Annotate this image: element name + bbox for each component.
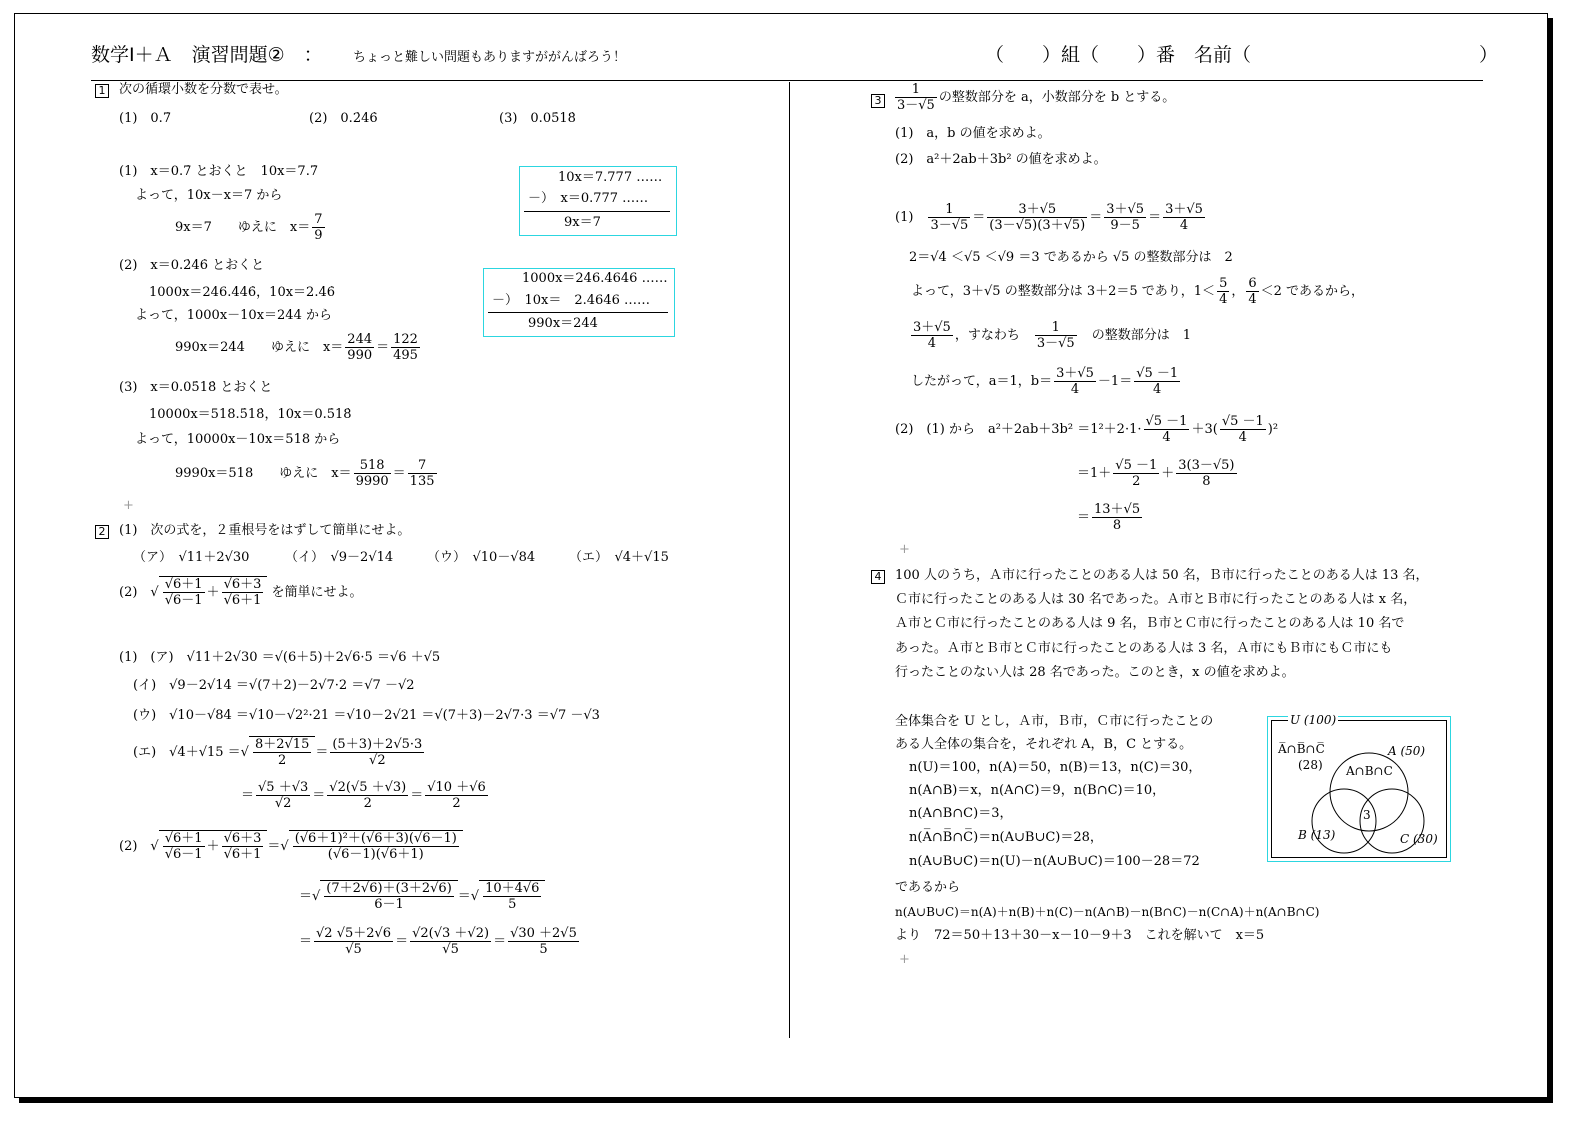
venn-label-complement-count: (28) <box>1298 758 1323 772</box>
worksheet-subtitle: ちょっと難しい問題もありますががんばろう！ <box>353 50 627 65</box>
question-text: 行ったことのない人は 28 名であった。このとき，x の値を求めよ。 <box>895 665 1295 680</box>
question-text: 100 人のうち，Ａ市に行ったことのある人は 50 名，Ｂ市に行ったことのある人は 13 名， <box>895 568 1429 583</box>
solution-line: ＝√ $\frac{(7+2√6)+(3+2√6)}{6-1}$ ＝√ $\frac{10+4√6}{5}$ <box>299 880 545 912</box>
solution-line: よって，1000x－10x＝244 から <box>135 308 332 323</box>
venn-label-complement: A̅∩B̅∩C̅ <box>1278 742 1325 756</box>
venn-center-count: 3 <box>1363 808 1371 822</box>
box-line: 9x＝7 <box>564 215 601 230</box>
name-field: （ ）組（ ）番 名前（ ） <box>985 44 1499 66</box>
solution-line: (2) (1) から a²＋2ab＋3b² ＝1²＋2·1· $\frac{√5 -1}{4}$ ＋3( $\frac{√5 -1}{4}$ )² <box>895 414 1279 445</box>
plus-mark: + <box>899 952 910 967</box>
solution-line: ある人全体の集合を，それぞれ A，B，C とする。 <box>895 737 1193 752</box>
subtraction-box <box>519 166 677 236</box>
solution-line: ＝ $\frac{13+√5}{8}$ <box>1077 502 1141 533</box>
solution-line: 990x＝244 ゆえに x＝ $\frac{244}{990}$ ＝ $\frac{122}{495}$ <box>175 332 418 363</box>
sub-question: （イ） √9－2√14 <box>285 550 394 565</box>
question-number: 4 <box>871 570 885 584</box>
sub-question: (2) √ $\frac{√6+1}{√6-1}$ ＋ $\frac{√6+3}{√6+1}$ を簡単にせよ。 <box>119 577 363 608</box>
box-line: 990x＝244 <box>528 316 598 331</box>
box-line: －） x＝0.777 …… <box>528 191 649 206</box>
solution-line: n(A∩B∩C)＝3， <box>909 806 1013 821</box>
solution-line: 10000x＝518.5̇18̇，10x＝0.5̇18̇ <box>149 407 352 422</box>
venn-label-u: U (100) <box>1290 713 1337 727</box>
worksheet-title: 数学Ⅰ＋Ａ 演習問題② ： <box>91 44 323 66</box>
box-line: 10x＝7.777 …… <box>558 170 663 185</box>
column-divider <box>789 82 790 1038</box>
solution-line: (3) x＝0.05̇18̇ とおくと <box>119 380 273 395</box>
sub-question: (1) 0.7̇ <box>119 111 172 126</box>
solution-line: n(A∩B)＝x，n(A∩C)＝9，n(B∩C)＝10， <box>909 783 1166 798</box>
question-prompt: (1) 次の式を，２重根号をはずして簡単にせよ。 <box>119 523 411 538</box>
sub-question: （エ） √4＋√15 <box>569 550 669 565</box>
solution-line: よって，10000x－10x＝518 から <box>135 432 341 447</box>
solution-line: よって，10x－x＝7 から <box>135 188 283 203</box>
solution-line: (1) x＝0.7̇ とおくと 10x＝7.7̇ <box>119 164 319 179</box>
box-line: －） 10x＝ 2.4646 …… <box>492 293 650 308</box>
box-rule <box>488 312 668 313</box>
solution-line: n(A̅∩B̅∩C̅)＝n(A∪B∪C)＝28， <box>909 830 1103 845</box>
solution-line: (2) x＝0.2̇46̇ とおくと <box>119 258 265 273</box>
solution-line: (1) $\frac{1}{3-√5}$ ＝ $\frac{3+√5}{(3-√5)(3+√5)}$ ＝ $\frac{3+√5}{9-5}$ ＝ $\frac{3+√5}{4}$ <box>895 202 1203 233</box>
question-text: Ａ市とＣ市に行ったことのある人は 9 名，Ｂ市とＣ市に行ったことのある人は 10 名で <box>895 616 1405 631</box>
solution-line: n(A∪B∪C)＝n(A)＋n(B)＋n(C)－n(A∩B)－n(B∩C)－n(C∩A)＋n(A∩B∩C) <box>895 905 1320 919</box>
plus-mark: + <box>899 542 910 557</box>
solution-line: ＝1＋ $\frac{√5 -1}{2}$ ＋ $\frac{3(3-√5)}{8}$ <box>1077 458 1235 489</box>
solution-line: (エ) √4＋√15 ＝√ $\frac{8+2√15}{2}$ ＝ $\frac{(5+3)+2√5\cdot 3}{√2}$ <box>133 737 423 768</box>
question-text: あった。Ａ市とＢ市とＣ市に行ったことのある人は 3 名，Ａ市にもＢ市にもＣ市にも <box>895 641 1393 656</box>
question-text: Ｃ市に行ったことのある人は 30 名であった。Ａ市とＢ市に行ったことのある人は x 名， <box>895 592 1417 607</box>
venn-label-abc: A∩B∩C <box>1346 764 1393 778</box>
solution-line: 9x＝7 ゆえに x＝ $\frac{7}{9}$ <box>175 212 323 243</box>
solution-line: (ウ) √10－√84 ＝√10－√2²·21 ＝√10－2√21 ＝√(7＋3)－2√7·3 ＝√7 －√3 <box>133 708 600 723</box>
solution-line: 全体集合を U とし，Ａ市，Ｂ市，Ｃ市に行ったことの <box>895 714 1214 729</box>
question-number: 3 <box>871 94 885 108</box>
subtraction-box <box>483 268 675 337</box>
solution-line: (1) (ア) √11＋2√30 ＝√(6＋5)＋2√6·5 ＝√6 ＋√5 <box>119 650 441 665</box>
sub-question: (2) a²＋2ab＋3b² の値を求めよ。 <box>895 152 1107 167</box>
question-number: 2 <box>95 525 109 539</box>
venn-label-c: C (30) <box>1400 832 1438 846</box>
solution-line: ＝ $\frac{√2 √5+2√6}{√5}$ ＝ $\frac{√2(√3 +√2)}{√5}$ ＝ $\frac{√30 +2√5}{5}$ <box>299 926 577 957</box>
plus-mark: + <box>123 498 134 513</box>
sub-question: （ウ） √10－√84 <box>427 550 536 565</box>
header-rule <box>91 80 1483 81</box>
solution-line: 1000x＝246.4̇46̇，10x＝2.4̇6̇ <box>149 285 335 300</box>
question-prompt: $\frac{1}{3-√5}$ の整数部分を a，小数部分を b とする。 <box>897 82 1176 113</box>
solution-line: であるから <box>895 880 961 895</box>
sub-question: (1) a，b の値を求めよ。 <box>895 126 1051 141</box>
solution-line: n(U)＝100，n(A)＝50，n(B)＝13，n(C)＝30， <box>909 760 1202 775</box>
sub-question: （ア） √11＋2√30 <box>133 550 250 565</box>
question-prompt: 次の循環小数を分数で表せ。 <box>119 82 288 97</box>
solution-line: n(A∪B∪C)＝n(U)－n(A∪B∪C)＝100－28＝72 <box>909 854 1200 869</box>
solution-line: $\frac{3+√5}{4}$ ，すなわち $\frac{1}{3-√5}$ の整数部分は 1 <box>913 320 1191 351</box>
solution-line: (2) √ $\frac{√6+1}{√6-1}$ ＋ $\frac{√6+3}{√6+1}$ ＝√ $\frac{\text{(√6＋1)²＋(√6＋3)(√6－1)}}{(√6-1)(√6+1)}$ <box>119 830 463 862</box>
solution-line: 9990x＝518 ゆえに x＝ $\frac{518}{9990}$ ＝ $\frac{7}{135}$ <box>175 458 435 489</box>
solution-line: よって，3＋√5 の整数部分は 3＋2＝5 であり，1＜ $\frac{5}{4}$ ， $\frac{6}{4}$ ＜2 であるから， <box>911 276 1365 307</box>
question-number: 1 <box>95 84 109 98</box>
box-line: 1000x＝246.4646 …… <box>522 271 668 286</box>
venn-label-b: B (13) <box>1298 828 1336 842</box>
solution-line: 2＝√4 ＜√5 ＜√9 ＝3 であるから √5 の整数部分は 2 <box>909 250 1233 265</box>
box-rule <box>524 211 670 212</box>
solution-line: より 72＝50＋13＋30－x－10－9＋3 これを解いて x＝5 <box>895 928 1265 943</box>
sub-question: (3) 0.05̇18̇ <box>499 111 576 126</box>
venn-diagram <box>1267 713 1451 862</box>
solution-line: ＝ $\frac{√5 +√3}{√2}$ ＝ $\frac{√2(√5 +√3)}{2}$ ＝ $\frac{√10 +√6}{2}$ <box>241 780 486 811</box>
solution-line: したがって，a＝1，b＝ $\frac{3+√5}{4}$ －1＝ $\frac{√5 -1}{4}$ <box>911 366 1179 397</box>
venn-label-a: A (50) <box>1388 744 1426 758</box>
worksheet-page <box>14 13 1548 1098</box>
solution-line: (イ) √9－2√14 ＝√(7＋2)－2√7·2 ＝√7 －√2 <box>133 678 415 693</box>
sub-question: (2) 0.2̇46̇ <box>309 111 378 126</box>
